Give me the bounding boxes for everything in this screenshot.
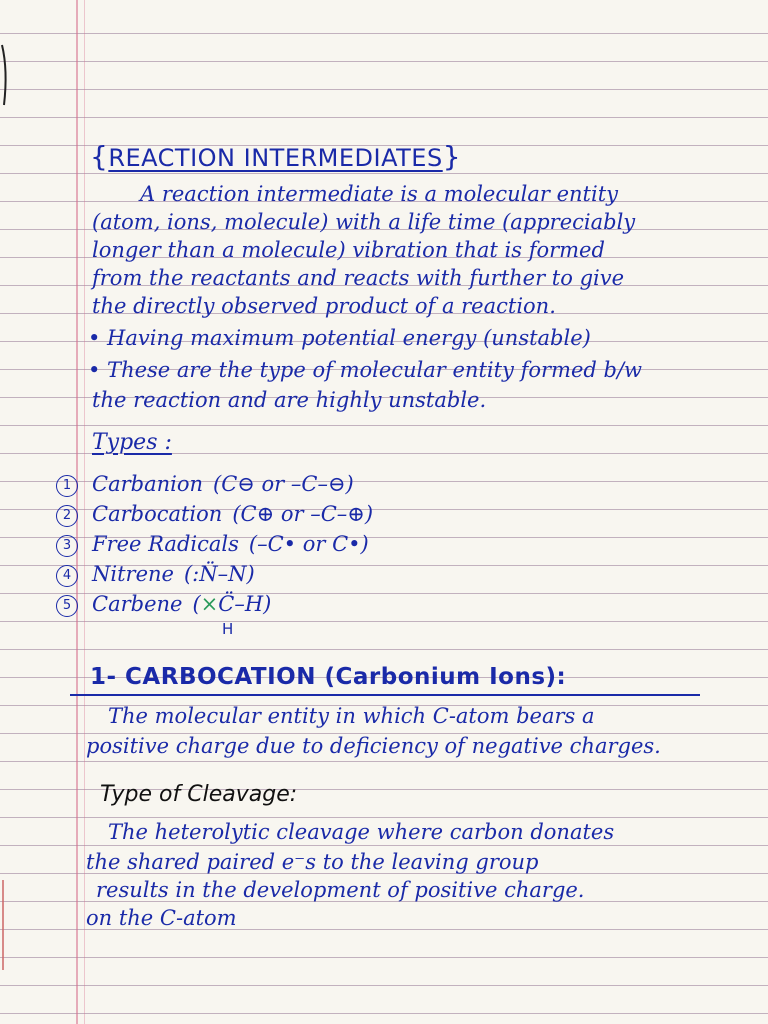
- bullet-2: • These are the type of molecular entity formed b/w: [88, 358, 642, 382]
- heading-open-brace: {: [90, 140, 109, 173]
- page-heading: [90, 140, 461, 173]
- heading-text: REACTION INTERMEDIATES: [108, 144, 443, 172]
- carbene-subscript-h: H: [222, 620, 234, 638]
- type-name: Carbene: [92, 592, 183, 616]
- binder-edge-mark: [0, 880, 10, 970]
- definition-line-5: the directly observed product of a reaction.: [92, 294, 556, 318]
- type-item-nitrene: [56, 560, 255, 588]
- type-formula: (:N̈–N): [183, 562, 255, 586]
- type-name: Free Radicals: [92, 532, 239, 556]
- type-name: Carbanion: [92, 472, 203, 496]
- types-heading: Types :: [92, 430, 172, 455]
- green-mark: ×: [200, 592, 219, 616]
- formula-part: C̈–H): [218, 592, 272, 616]
- type-number: 5: [56, 595, 78, 617]
- type-number: 3: [56, 535, 78, 557]
- type-number: 1: [56, 475, 78, 497]
- definition-line-2: (atom, ions, molecule) with a life time (appreciably: [92, 210, 636, 234]
- type-formula: [192, 592, 271, 616]
- type-item-free-radicals: [56, 530, 369, 558]
- type-number: 4: [56, 565, 78, 587]
- cleavage-line-4: on the C-atom: [86, 906, 237, 930]
- cleavage-line-2: the shared paired e⁻s to the leaving group: [86, 850, 539, 874]
- cleavage-line-3: results in the development of positive charge.: [96, 878, 585, 902]
- type-name: Nitrene: [92, 562, 174, 586]
- definition-line-4: from the reactants and reacts with further to give: [92, 266, 625, 290]
- type-formula: (–C• or C•): [248, 532, 369, 556]
- definition-line-1: A reaction intermediate is a molecular entity: [140, 182, 619, 206]
- type-formula: (C⊖ or –C–⊖): [213, 472, 354, 496]
- bullet-1: • Having maximum potential energy (unstable): [88, 326, 591, 350]
- definition-line-3: longer than a molecule) vibration that is formed: [92, 238, 605, 262]
- type-name: Carbocation: [92, 502, 223, 526]
- type-item-carbocation: [56, 500, 373, 528]
- type-number: 2: [56, 505, 78, 527]
- section-heading: 1- CARBOCATION (Carbonium Ions):: [90, 664, 567, 690]
- section-line-1: The molecular entity in which C-atom bears a: [108, 704, 595, 728]
- section-underline: [70, 694, 700, 696]
- section-line-2: positive charge due to deficiency of negative charges.: [86, 734, 661, 758]
- formula-part: (: [192, 592, 201, 616]
- cleavage-heading: Type of Cleavage:: [100, 782, 298, 807]
- bullet-2-continued: the reaction and are highly unstable.: [92, 388, 487, 412]
- type-item-carbene: [56, 590, 271, 618]
- heading-close-brace: }: [442, 140, 462, 173]
- type-formula: (C⊕ or –C–⊕): [232, 502, 374, 526]
- cleavage-line-1: The heterolytic cleavage where carbon donates: [108, 820, 615, 844]
- binder-mark: [0, 40, 12, 110]
- type-item-carbanion: [56, 470, 354, 498]
